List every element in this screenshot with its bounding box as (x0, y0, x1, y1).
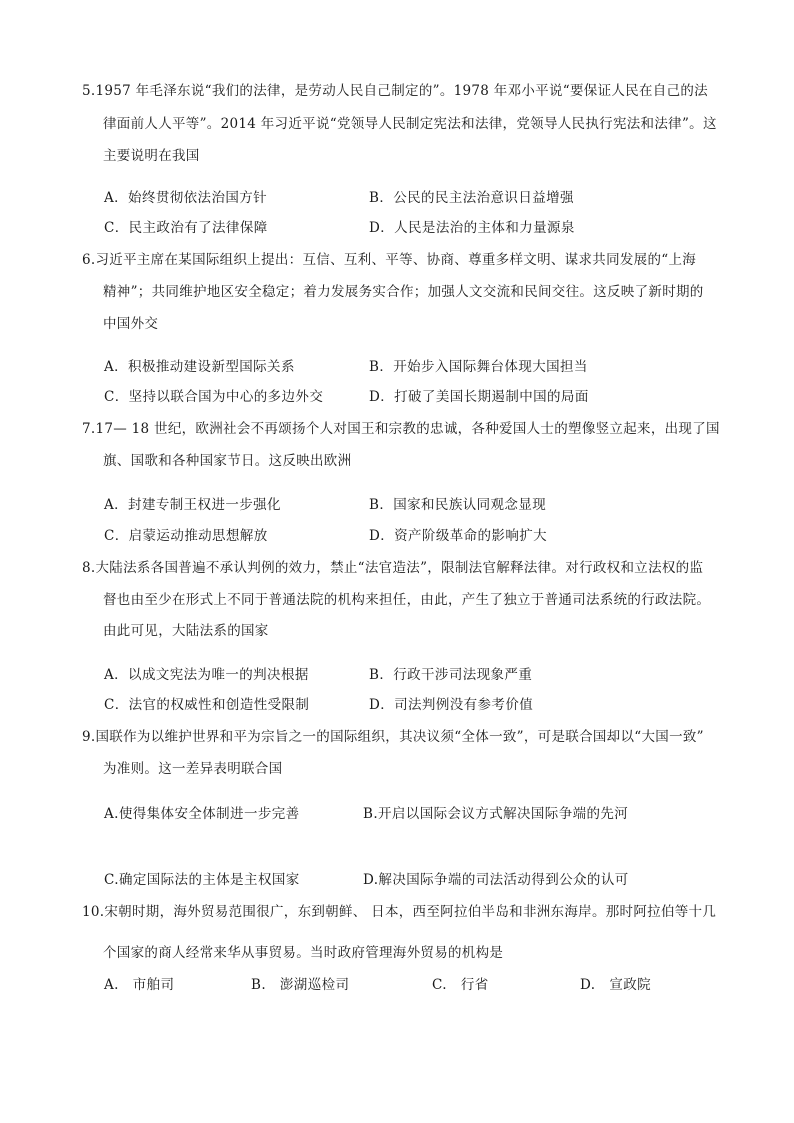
question-8-line-2: 督也由至少在形式上不同于普通法院的机构来担任，由此，产生了独立于普通司法系统的行政法院。 (103, 592, 711, 608)
question-5-line-1: 5.1957 年毛泽东说“我们的法律，是劳动人民自己制定的”。1978 年邓小平说“要保证人民在自己的法 (82, 83, 708, 99)
question-5-option-c: C．民主政治有了法律保障 (104, 220, 268, 236)
question-9-line-2: 为准则。这一差异表明联合国 (103, 761, 283, 777)
question-10-option-c: C. 行省 (432, 977, 489, 993)
question-8-line-3: 由此可见，大陆法系的国家 (103, 623, 269, 639)
question-10-line-2: 个国家的商人经常来华从事贸易。当时政府管理海外贸易的机构是 (103, 945, 504, 961)
question-7-line-1: 7.17— 18 世纪，欧洲社会不再颂扬个人对国王和宗教的忠诚，各种爱国人士的塑像竖立起来，出现了国 (82, 421, 720, 437)
question-8-option-a: A．以成文宪法为唯一的判决根据 (104, 667, 309, 683)
question-5-option-b: B．公民的民主法治意识日益增强 (369, 190, 574, 206)
question-7-option-a: A．封建专制王权进一步强化 (104, 497, 281, 513)
question-8-option-c: C．法官的权威性和创造性受限制 (104, 697, 310, 713)
question-5-line-3: 主要说明在我国 (103, 148, 200, 164)
question-7-option-b: B．国家和民族认同观念显现 (369, 497, 547, 513)
question-6-option-a: A．积极推动建设新型国际关系 (104, 359, 295, 375)
question-6-line-1: 6.习近平主席在某国际组织上提出：互信、互利、平等、协商、尊重多样文明、谋求共同发展的“上海 (82, 252, 697, 268)
question-5-option-d: D．人民是法治的主体和力量源泉 (369, 220, 575, 236)
question-6-option-c: C．坚持以联合国为中心的多边外交 (104, 389, 324, 405)
question-6-option-d: D．打破了美国长期遏制中国的局面 (369, 389, 589, 405)
question-10-option-d: D. 宣政院 (580, 977, 652, 993)
question-8-option-d: D．司法判例没有参考价值 (369, 697, 534, 713)
question-6-option-b: B．开始步入国际舞台体现大国担当 (369, 359, 588, 375)
question-9-line-1: 9.国联作为以维护世界和平为宗旨之一的国际组织，其决议须“全体一致”，可是联合国却以“大国一致” (82, 729, 704, 745)
question-8-option-b: B．行政干涉司法现象严重 (369, 667, 533, 683)
question-9-option-b: B.开启以国际会议方式解决国际争端的先河 (363, 806, 629, 822)
question-9-option-a: A.使得集体安全体制进一步完善 (104, 806, 300, 822)
question-6-line-3: 中国外交 (103, 316, 159, 332)
question-7-option-c: C．启蒙运动推动思想解放 (104, 528, 268, 544)
question-9-option-c: C.确定国际法的主体是主权国家 (104, 872, 300, 888)
question-7-line-2: 旗、国歌和各种国家节日。这反映出欧洲 (103, 453, 352, 469)
question-9-option-d: D.解决国际争端的司法活动得到公众的认可 (363, 872, 629, 888)
question-6-line-2: 精神”；共同维护地区安全稳定；着力发展务实合作；加强人文交流和民间交往。这反映了新时期的 (103, 284, 704, 300)
question-8-line-1: 8.大陆法系各国普遍不承认判例的效力，禁止“法官造法”，限制法官解释法律。对行政权和立法权的监 (82, 560, 704, 576)
question-10-option-b: B. 澎湖巡检司 (251, 977, 350, 993)
question-10-option-a: A. 市舶司 (104, 977, 175, 993)
question-5-option-a: A．始终贯彻依法治国方针 (104, 190, 268, 206)
question-5-line-2: 律面前人人平等”。2014 年习近平说“党领导人民制定宪法和法律，党领导人民执行宪法和法律”。这 (103, 116, 717, 132)
question-10-line-1: 10.宋朝时期，海外贸易范围很广，东到朝鲜、 日本，西至阿拉伯半岛和非洲东海岸。那时阿拉伯等十几 (82, 904, 717, 920)
question-7-option-d: D．资产阶级革命的影响扩大 (369, 528, 548, 544)
